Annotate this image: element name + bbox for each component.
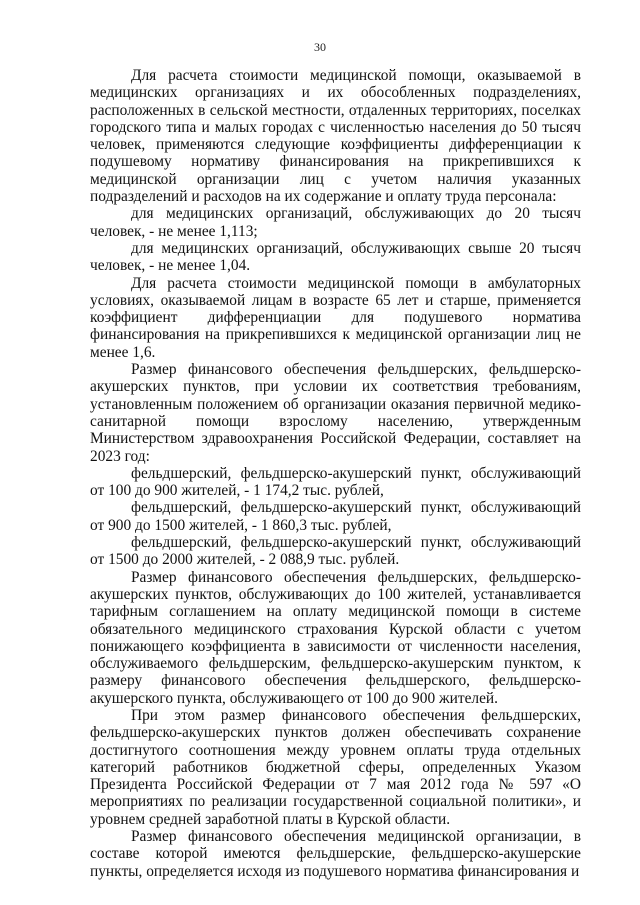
paragraph-fap-900-1500: фельдшерский, фельдшерско-акушерский пункт, обслуживающий от 900 до 1500 жителей, - 1 860,3 тыс. рублей, <box>90 499 581 534</box>
paragraph-over-20-thousand: для медицинских организаций, обслуживающих свыше 20 тысяч человек, - не менее 1,04. <box>90 239 581 275</box>
paragraph-fap-financing: Размер финансового обеспечения фельдшерских, фельдшерско-акушерских пунктов, при условии их соответствия требованиям, установленным положением об организации оказания первичной медико-санитарной помощи взрослому населению, утвержденным Министерством здравоохранения Российской Федерации, составляет на 2023 год: <box>90 361 581 465</box>
paragraph-salary-ratio: При этом размер финансового обеспечения фельдшерских, фельдшерско-акушерских пунктов должен обеспечивать сохранение достигнутого соотношения между уровнем оплаты труда отдельных категорий работников бюджетной сферы, определенных Указом Президента Российской Федерации от 7 мая 2012 года № 597 «О мероприятиях по реализации государственной социальной политики», и уровнем средней заработной платы в Курской области. <box>90 706 581 828</box>
document-body <box>90 67 581 880</box>
paragraph-fap-1500-2000: фельдшерский, фельдшерско-акушерский пункт, обслуживающий от 1500 до 2000 жителей, - 2 088,9 тыс. рублей. <box>90 534 581 569</box>
paragraph-organization-financing: Размер финансового обеспечения медицинской организации, в составе которой имеются фельдшерские, фельдшерско-акушерские пункты, определяется исходя из подушевого норматива финансирования и <box>90 828 581 880</box>
paragraph-up-to-20-thousand: для медицинских организаций, обслуживающих до 20 тысяч человек, - не менее 1,113; <box>90 205 581 240</box>
paragraph-fap-under-100: Размер финансового обеспечения фельдшерских, фельдшерско-акушерских пунктов, обслуживающих до 100 жителей, устанавливается тарифным соглашением на оплату медицинской помощи в системе обязательного медицинского страхования Курской области с учетом понижающего коэффициента в зависимости от численности населения, обслуживаемого фельдшерским, фельдшерско-акушерским пунктом, к размеру финансового обеспечения фельдшерского, фельдшерско-акушерского пункта, обслуживающего от 100 до 900 жителей. <box>90 568 581 707</box>
page-number: 30 <box>314 40 326 54</box>
paragraph-rural-coefficients: Для расчета стоимости медицинской помощи, оказываемой в медицинских организациях и их обособленных подразделениях, расположенных в сельской местности, отдаленных территориях, поселках городского типа и малых городах с численностью населения до 50 тысяч человек, применяются следующие коэффициенты дифференциации к подушевому нормативу финансирования на прикрепившихся к медицинской организации лиц с учетом наличия указанных подразделений и расходов на их содержание и оплату труда персонала: <box>90 67 581 206</box>
paragraph-age-65-coefficient: Для расчета стоимости медицинской помощи в амбулаторных условиях, оказываемой лицам в возрасте 65 лет и старше, применяется коэффициент дифференциации для подушевого норматива финансирования на прикрепившихся к медицинской организации лиц не менее 1,6. <box>90 274 581 361</box>
paragraph-fap-100-900: фельдшерский, фельдшерско-акушерский пункт, обслуживающий от 100 до 900 жителей, - 1 174,2 тыс. рублей, <box>90 464 581 500</box>
